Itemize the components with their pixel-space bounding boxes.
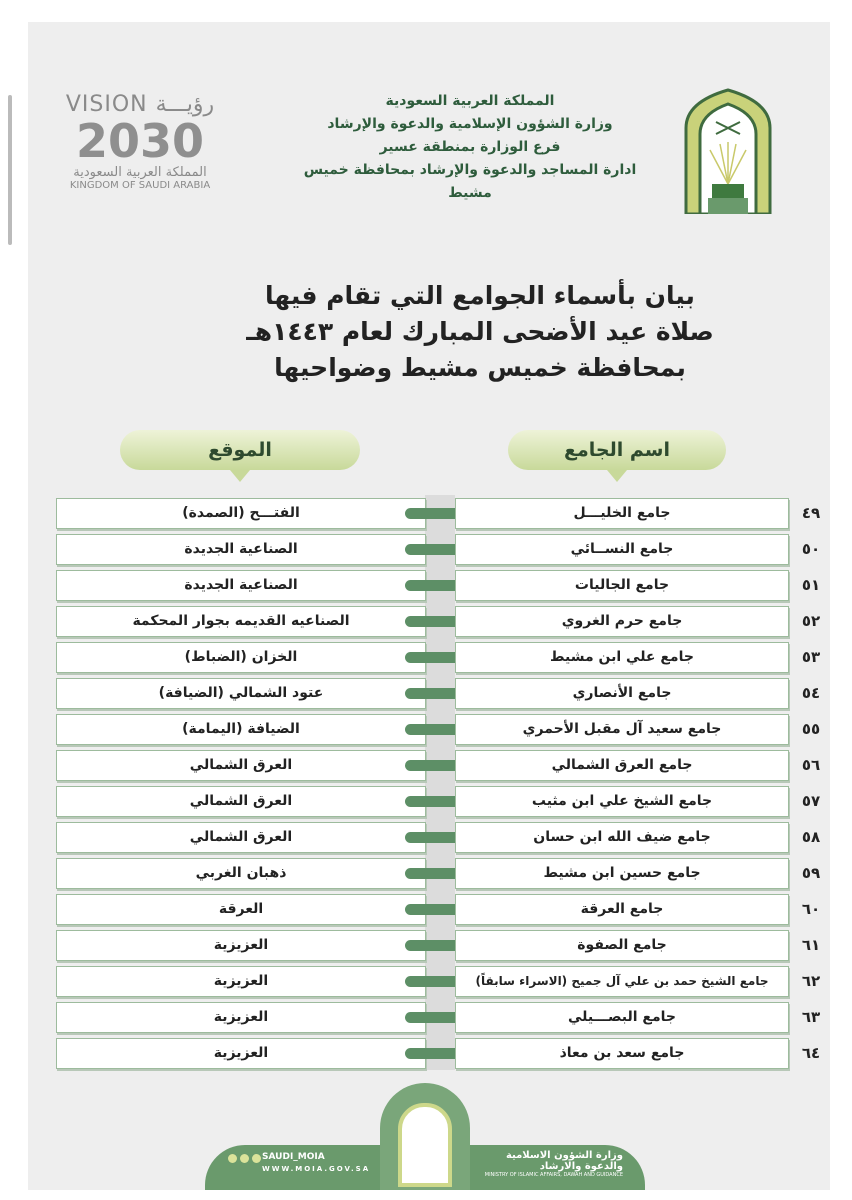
vision-2030-logo bbox=[55, 92, 225, 191]
row-number: ٥٤ bbox=[801, 684, 821, 702]
table-row bbox=[0, 1002, 852, 1033]
ministry-emblem-icon bbox=[682, 88, 774, 214]
twitter-icon[interactable] bbox=[228, 1154, 237, 1163]
row-number: ٥٥ bbox=[801, 720, 821, 738]
vision-country-ar: المملكة العربية السعودية bbox=[73, 165, 207, 180]
table-row bbox=[0, 642, 852, 673]
mosque-name-cell: جامع ضيف الله ابن حسان bbox=[455, 822, 789, 853]
header-line: المملكة العربية السعودية bbox=[385, 93, 555, 109]
footer-contact bbox=[262, 1152, 370, 1173]
row-number: ٥٦ bbox=[801, 756, 821, 774]
website-link[interactable]: WWW.MOIA.GOV.SA bbox=[262, 1165, 371, 1173]
mosque-name-cell: جامع الصفوة bbox=[455, 930, 789, 961]
mosque-name-cell: جامع الشيخ حمد بن علي آل جميح (الاسراء سابقاً) bbox=[455, 966, 789, 997]
table-row bbox=[0, 786, 852, 817]
table-row bbox=[0, 498, 852, 529]
mosque-name-cell: جامع النســائي bbox=[455, 534, 789, 565]
row-number: ٥٣ bbox=[801, 648, 821, 666]
mosque-name-cell: جامع العرق الشمالي bbox=[455, 750, 789, 781]
ministry-name-ar: وزارة الشؤون الاسلامية والدعوة والارشاد bbox=[505, 1150, 623, 1172]
table-row bbox=[0, 930, 852, 961]
row-number: ٤٩ bbox=[801, 504, 821, 522]
row-number: ٥٢ bbox=[801, 612, 821, 630]
table-row bbox=[0, 894, 852, 925]
table-row bbox=[0, 714, 852, 745]
row-number: ٥١ bbox=[801, 576, 821, 594]
location-cell: الصناعيه القديمه بجوار المحكمة bbox=[56, 606, 426, 637]
location-cell: ذهبان الغربي bbox=[56, 858, 426, 889]
mosque-name-cell: جامع الأنصاري bbox=[455, 678, 789, 709]
location-cell: العزيزية bbox=[56, 930, 426, 961]
table-row bbox=[0, 606, 852, 637]
location-cell: العرقة bbox=[56, 894, 426, 925]
location-cell: العرق الشمالي bbox=[56, 822, 426, 853]
social-icons bbox=[228, 1154, 261, 1163]
instagram-icon[interactable] bbox=[240, 1154, 249, 1163]
facebook-icon[interactable] bbox=[252, 1154, 261, 1163]
table-row bbox=[0, 1038, 852, 1069]
row-number: ٦٠ bbox=[801, 900, 821, 918]
location-cell: عتود الشمالي (الضيافة) bbox=[56, 678, 426, 709]
table-row bbox=[0, 534, 852, 565]
table-row bbox=[0, 966, 852, 997]
title-line: بيان بأسماء الجوامع التي تقام فيها bbox=[265, 281, 695, 310]
mosque-name-cell: جامع العرقة bbox=[455, 894, 789, 925]
header-line: فرع الوزارة بمنطقة عسير bbox=[379, 139, 561, 155]
row-number: ٥٨ bbox=[801, 828, 821, 846]
table-row bbox=[0, 858, 852, 889]
mosque-name-column-header: اسم الجامع bbox=[508, 430, 726, 470]
row-number: ٥٠ bbox=[801, 540, 821, 558]
location-cell: الفتـــح (الصمدة) bbox=[56, 498, 426, 529]
table-row bbox=[0, 570, 852, 601]
mosque-name-cell: جامع الجاليات bbox=[455, 570, 789, 601]
header-line: وزارة الشؤون الإسلامية والدعوة والإرشاد bbox=[327, 116, 613, 132]
social-handle: SAUDI_MOIA bbox=[262, 1152, 325, 1162]
location-cell: الصناعية الجديدة bbox=[56, 570, 426, 601]
ministry-name-en: MINISTRY OF ISLAMIC AFFAIRS, DAWAH AND GUIDANCE bbox=[484, 1172, 623, 1178]
mosque-name-cell: جامع الشيخ علي ابن مثيب bbox=[455, 786, 789, 817]
title-line: بمحافظة خميس مشيط وضواحيها bbox=[274, 353, 686, 382]
row-number: ٥٩ bbox=[801, 864, 821, 882]
row-number: ٥٧ bbox=[801, 792, 821, 810]
vision-text: VISION رؤيـــة bbox=[65, 92, 215, 117]
footer-ministry bbox=[478, 1150, 623, 1178]
location-cell: العزيزية bbox=[56, 1038, 426, 1069]
vision-year: 2030 bbox=[75, 114, 205, 168]
location-cell: الضيافة (اليمامة) bbox=[56, 714, 426, 745]
mosque-name-cell: جامع حسين ابن مشيط bbox=[455, 858, 789, 889]
ministry-header bbox=[280, 90, 660, 205]
mosque-name-cell: جامع حرم الغروي bbox=[455, 606, 789, 637]
location-cell: الصناعية الجديدة bbox=[56, 534, 426, 565]
location-cell: العرق الشمالي bbox=[56, 786, 426, 817]
document-title bbox=[170, 278, 790, 386]
location-column-header: الموقع bbox=[120, 430, 360, 470]
location-cell: العرق الشمالي bbox=[56, 750, 426, 781]
table-row bbox=[0, 678, 852, 709]
location-cell: العزيزية bbox=[56, 1002, 426, 1033]
mosque-name-cell: جامع سعد بن معاذ bbox=[455, 1038, 789, 1069]
header-line: ادارة المساجد والدعوة والإرشاد بمحافظة خميس مشيط bbox=[303, 162, 637, 201]
row-number: ٦٢ bbox=[801, 972, 821, 990]
table-row bbox=[0, 822, 852, 853]
location-cell: الخزان (الضباط) bbox=[56, 642, 426, 673]
location-cell: العزيزية bbox=[56, 966, 426, 997]
table-row bbox=[0, 750, 852, 781]
row-number: ٦٤ bbox=[801, 1044, 821, 1062]
row-number: ٦٣ bbox=[801, 1008, 821, 1026]
row-number: ٦١ bbox=[801, 936, 821, 954]
footer-emblem-icon bbox=[398, 1103, 452, 1187]
mosque-name-cell: جامع سعيد آل مقبل الأحمري bbox=[455, 714, 789, 745]
mosque-name-cell: جامع الخليـــل bbox=[455, 498, 789, 529]
scrollbar[interactable] bbox=[8, 95, 12, 245]
mosque-name-cell: جامع علي ابن مشيط bbox=[455, 642, 789, 673]
vision-country-en: KINGDOM OF SAUDI ARABIA bbox=[69, 180, 211, 191]
mosque-name-cell: جامع البصـــيلي bbox=[455, 1002, 789, 1033]
title-line: صلاة عيد الأضحى المبارك لعام ١٤٤٣هـ bbox=[246, 317, 714, 346]
